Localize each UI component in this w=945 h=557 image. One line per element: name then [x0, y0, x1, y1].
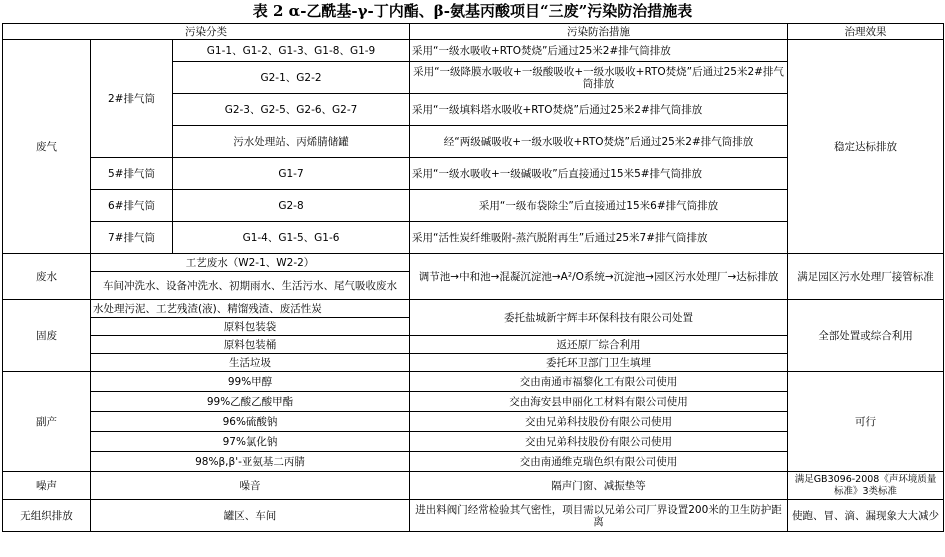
header-measures: 污染防治措施 [410, 24, 788, 40]
measure-cell: 交由南通维克瑞色织有限公司使用 [410, 452, 788, 472]
stack-6: 6#排气筒 [91, 190, 173, 222]
table-row [3, 372, 944, 392]
measure-cell: 进出料阀门经常检验其气密性，项目需以兄弟公司厂界设置200米的卫生防护距离 [410, 500, 788, 532]
measure-cell: 采用“一级水吸收+一级碱吸收”后直接通过15米5#排气筒排放 [410, 158, 788, 190]
header-row [3, 24, 944, 40]
source-cell: 罐区、车间 [91, 500, 410, 532]
table-row [3, 500, 944, 532]
source-cell: 99%乙酸乙酸甲酯 [91, 392, 410, 412]
source-cell: 97%氯化钠 [91, 432, 410, 452]
source-cell: 污水处理站、丙烯腈储罐 [173, 126, 410, 158]
source-cell: 工艺废水（W2-1、W2-2） [91, 254, 410, 272]
measure-cell: 交由兄弟科技股份有限公司使用 [410, 412, 788, 432]
source-cell: 99%甲醇 [91, 372, 410, 392]
pollution-control-table [2, 23, 944, 532]
effect-solid: 全部处置或综合利用 [788, 300, 944, 372]
source-cell: G2-1、G2-2 [173, 62, 410, 94]
source-cell: 98%β,β'-亚氨基二丙腈 [91, 452, 410, 472]
source-cell: G1-4、G1-5、G1-6 [173, 222, 410, 254]
measure-cell: 交由海安县申丽化工材料有限公司使用 [410, 392, 788, 412]
measure-cell: 采用“一级降膜水吸收+一级酸吸收+一级水吸收+RTO焚烧”后通过25米2#排气筒排放 [410, 62, 788, 94]
source-cell: G1-7 [173, 158, 410, 190]
table-row [3, 300, 944, 318]
source-cell: G2-3、G2-5、G2-6、G2-7 [173, 94, 410, 126]
source-cell: 生活垃圾 [91, 354, 410, 372]
header-effect: 治理效果 [788, 24, 944, 40]
category-fugitive: 无组织排放 [3, 500, 91, 532]
category-solid: 固废 [3, 300, 91, 372]
source-cell: 原料包装桶 [91, 336, 410, 354]
table-title: 表 2 α-乙酰基-γ-丁内酯、β-氨基丙酸项目“三废”污染防治措施表 [252, 2, 693, 20]
category-noise: 噪声 [3, 472, 91, 500]
measure-cell: 委托环卫部门卫生填埋 [410, 354, 788, 372]
measure-cell: 交由兄弟科技股份有限公司使用 [410, 432, 788, 452]
measure-cell: 采用“活性炭纤维吸附-蒸汽脱附再生”后通过25米7#排气筒排放 [410, 222, 788, 254]
source-cell: 车间冲洗水、设备冲洗水、初期雨水、生活污水、尾气吸收废水 [91, 272, 410, 300]
measure-cell: 调节池→中和池→混凝沉淀池→A²/O系统→沉淀池→园区污水处理厂→达标排放 [410, 254, 788, 300]
effect-fugitive: 使跑、冒、滴、漏现象大大减少 [788, 500, 944, 532]
table-row [3, 472, 944, 500]
stack-7: 7#排气筒 [91, 222, 173, 254]
table-row [3, 254, 944, 272]
source-cell: G1-1、G1-2、G1-3、G1-8、G1-9 [173, 40, 410, 62]
header-category: 污染分类 [3, 24, 410, 40]
source-cell: 噪音 [91, 472, 410, 500]
measure-cell: 返还原厂综合利用 [410, 336, 788, 354]
measure-cell: 委托盐城新宇辉丰环保科技有限公司处置 [410, 300, 788, 336]
effect-water: 满足园区污水处理厂接管标准 [788, 254, 944, 300]
effect-noise: 满足GB3096-2008《声环境质量标准》3类标准 [788, 472, 944, 500]
table-row [3, 40, 944, 62]
effect-gas: 稳定达标排放 [788, 40, 944, 254]
stack-2: 2#排气筒 [91, 40, 173, 158]
measure-cell: 采用“一级布袋除尘”后直接通过15米6#排气筒排放 [410, 190, 788, 222]
source-cell: G2-8 [173, 190, 410, 222]
stack-5: 5#排气筒 [91, 158, 173, 190]
source-cell: 原料包装袋 [91, 318, 410, 336]
category-water: 废水 [3, 254, 91, 300]
measure-cell: 采用“一级填料塔水吸收+RTO焚烧”后通过25米2#排气筒排放 [410, 94, 788, 126]
effect-byproduct: 可行 [788, 372, 944, 472]
source-cell: 水处理污泥、工艺残渣(液)、精馏残渣、废活性炭 [91, 300, 410, 318]
source-cell: 96%硫酸钠 [91, 412, 410, 432]
measure-cell: 经“两级碱吸收+一级水吸收+RTO焚烧”后通过25米2#排气筒排放 [410, 126, 788, 158]
measure-cell: 隔声门窗、减振垫等 [410, 472, 788, 500]
measure-cell: 交由南通市福黎化工有限公司使用 [410, 372, 788, 392]
category-gas: 废气 [3, 40, 91, 254]
measure-cell: 采用“一级水吸收+RTO焚烧”后通过25米2#排气筒排放 [410, 40, 788, 62]
category-byproduct: 副产 [3, 372, 91, 472]
